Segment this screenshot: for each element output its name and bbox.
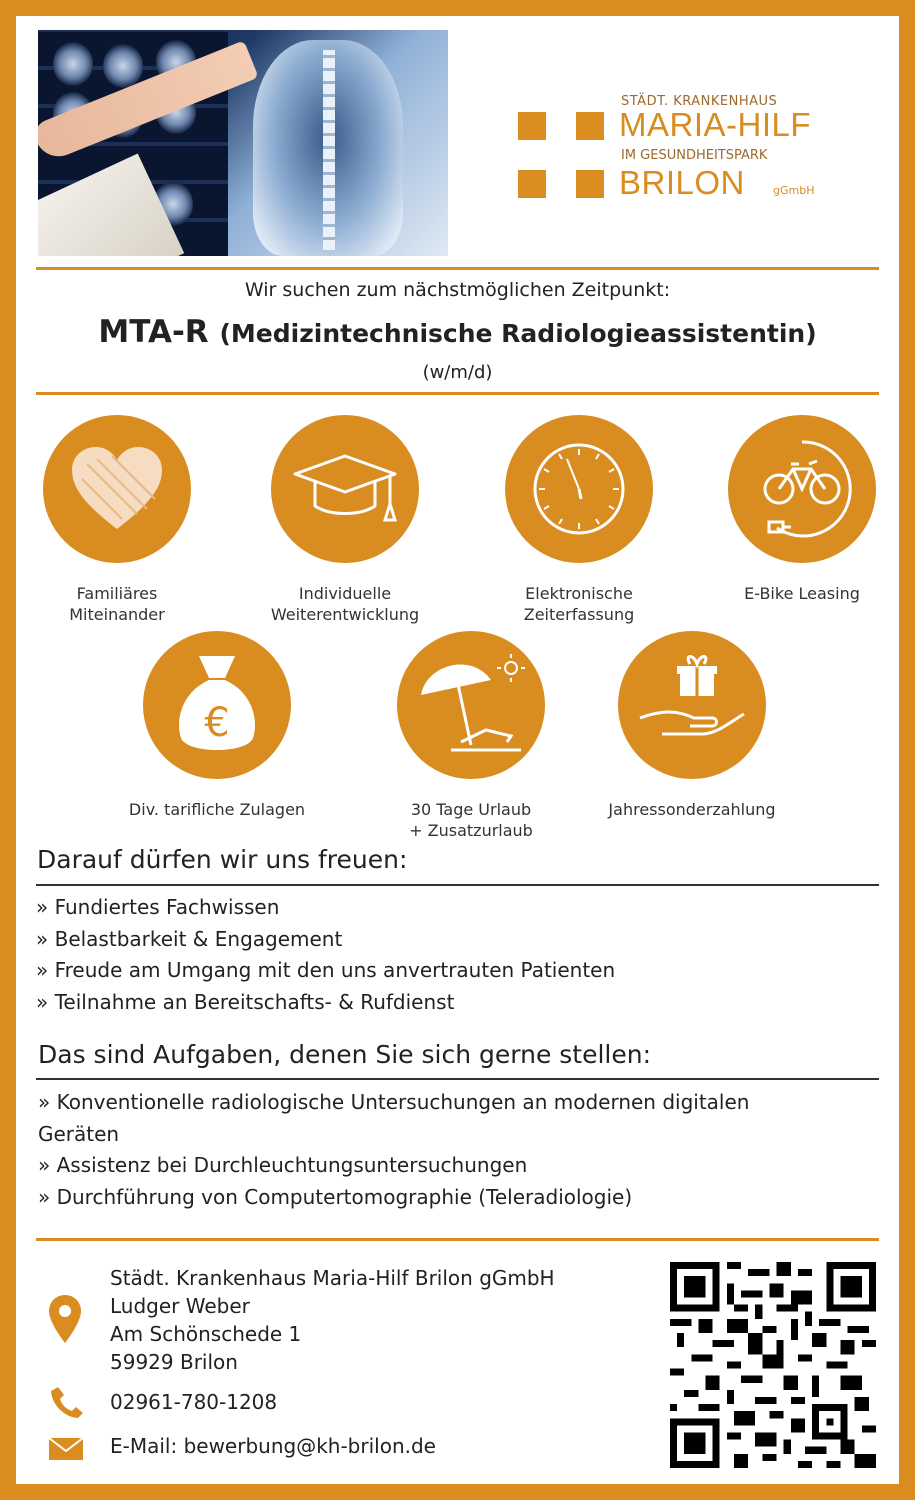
divider-tasks [36,1078,879,1080]
job-title-sub: (Medizintechnische Radiologieassistentin) [219,319,817,348]
beach-umbrella-icon [397,631,545,779]
graduation-cap-icon [271,415,419,563]
clock-icon [505,415,653,563]
logo-line-4: BRILON [619,164,745,201]
logo-line-1: STÄDT. KRANKENHAUS [621,94,778,109]
benefit-label: 30 Tage Urlaub + Zusatzurlaub [409,800,533,840]
phone-icon [50,1385,84,1423]
benefit-time-tracking [479,415,679,625]
benefit-bonus [592,631,792,820]
benefit-development [245,415,445,625]
job-gender: (w/m/d) [422,362,493,383]
benefit-label: E-Bike Leasing [744,584,860,603]
contact-phone[interactable]: 02961-780-1208 [110,1390,278,1414]
heart-icon [43,415,191,563]
contact-address [110,1264,555,1376]
benefit-label: Elektronische Zeiterfassung [523,584,635,624]
tasks-list [38,1087,749,1213]
header-xray-photo [38,30,448,256]
list-item: » Konventionelle radiologische Untersuchungen an modernen digitalen Geräten [38,1090,750,1146]
qr-code [670,1262,876,1468]
logo-line-3: IM GESUNDHEITSPARK [621,148,768,163]
benefit-label: Individuelle Weiterentwicklung [270,584,420,624]
hospital-logo [518,92,863,212]
divider-title [36,392,879,395]
list-item: » Teilnahme an Bereitschafts- & Rufdienst [36,989,455,1014]
svg-text:€: € [204,700,230,746]
contact-person: Ludger Weber [110,1294,250,1318]
benefit-label: Familiäres Miteinander [69,584,165,624]
benefit-ebike [702,415,902,604]
contact-city: 59929 Brilon [110,1350,238,1374]
expectations-list [36,892,615,1018]
contact-email[interactable]: E-Mail: bewerbung@kh-brilon.de [110,1434,436,1458]
job-title-main: MTA-R [98,314,209,350]
e-bike-icon [728,415,876,563]
tasks-heading: Das sind Aufgaben, denen Sie sich gerne stellen: [38,1040,652,1069]
list-item: » Assistenz bei Durchleuchtungsuntersuchungen [38,1153,528,1177]
divider-expectations [36,884,879,886]
list-item: » Fundiertes Fachwissen [36,895,280,919]
contact-street: Am Schönschede 1 [110,1322,302,1346]
logo-line-5: gGmbH [773,184,815,197]
money-bag-euro-icon [143,631,291,779]
list-item: » Durchführung von Computertomographie (Teleradiologie) [38,1184,633,1209]
benefit-label: Jahressonderzahlung [608,800,776,819]
benefit-label: Div. tarifliche Zulagen [128,800,306,819]
location-pin-icon [47,1293,83,1349]
list-item: » Belastbarkeit & Engagement [36,926,343,951]
gift-hand-icon [618,631,766,779]
divider-top [36,267,879,270]
divider-bottom [36,1238,879,1241]
benefit-family [17,415,217,625]
contact-org: Städt. Krankenhaus Maria-Hilf Brilon gGmbH [110,1266,555,1290]
list-item: » Freude am Umgang mit den uns anvertrauten Patienten [36,958,616,982]
benefit-allowances [117,631,317,820]
logo-line-2: MARIA-HILF [619,106,812,143]
benefit-vacation [371,631,571,841]
expectations-heading: Darauf dürfen wir uns freuen: [37,845,408,874]
mail-icon [48,1437,84,1465]
intro-text: Wir suchen zum nächstmöglichen Zeitpunkt: [244,279,671,301]
job-title [0,314,915,350]
